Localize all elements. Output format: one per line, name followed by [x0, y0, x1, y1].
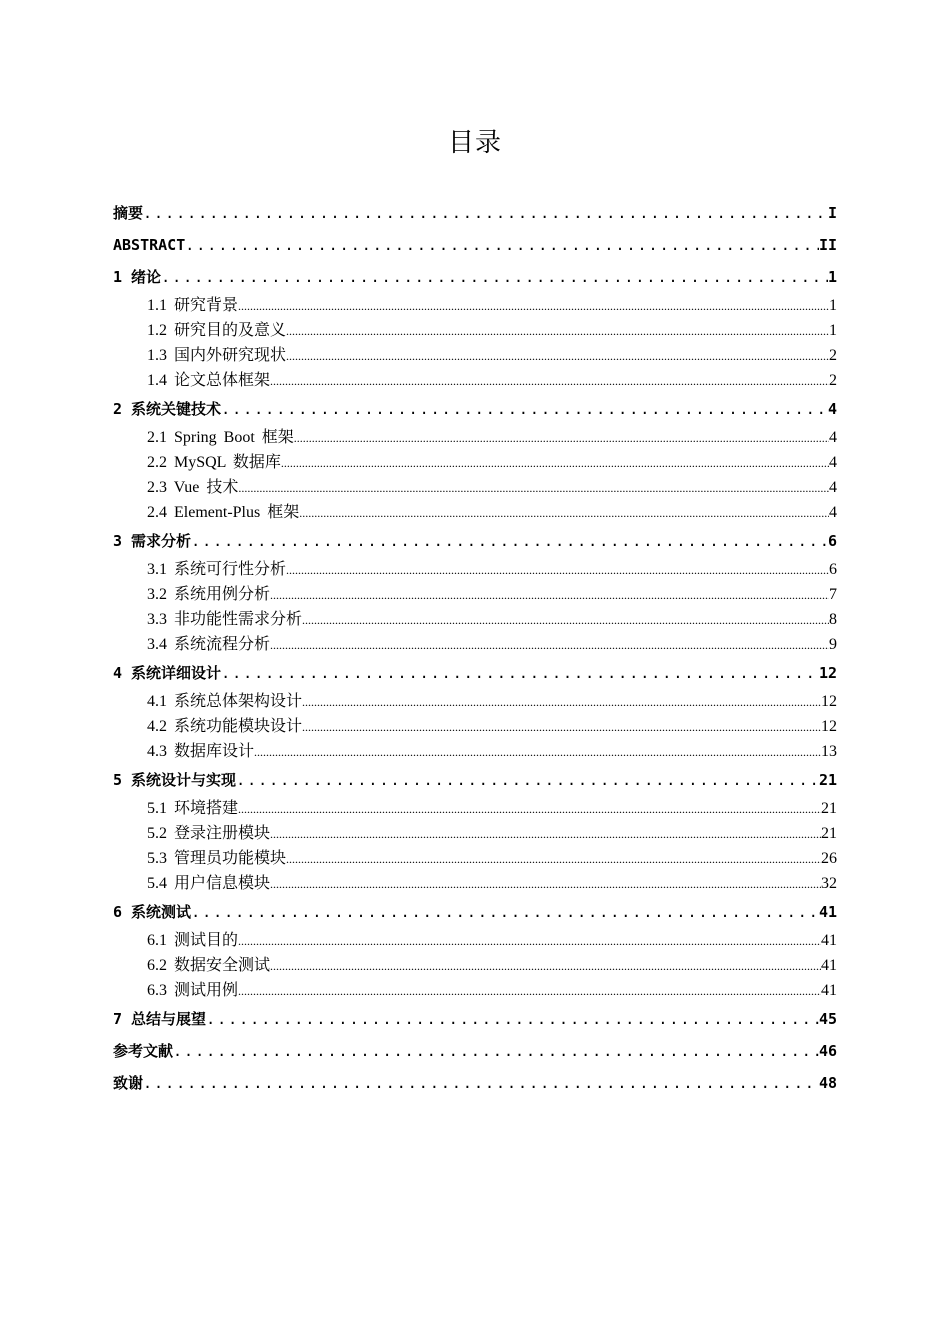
- toc-entry-label: 参考文献: [113, 1042, 174, 1060]
- toc-page-number: 21: [818, 771, 837, 789]
- toc-page-number: 26: [821, 850, 837, 867]
- toc-section-entry[interactable]: [113, 293, 837, 318]
- toc-entry-label: 2.4 Element-Plus 框架: [147, 504, 300, 521]
- toc-entry-label: 3 需求分析: [113, 532, 192, 550]
- toc-entry-label: 5 系统设计与实现: [113, 771, 237, 789]
- toc-page-number: 4: [829, 479, 837, 496]
- toc-section-entry[interactable]: [113, 689, 837, 714]
- toc-leader-dots: [238, 929, 821, 954]
- toc-entry-label: 1 绪论: [113, 268, 162, 286]
- toc-leader-dots: [281, 451, 829, 476]
- toc-section-entry[interactable]: [113, 846, 837, 871]
- toc-entry-label: 1.4 论文总体框架: [147, 372, 271, 389]
- toc-leader-dots: [270, 633, 829, 658]
- toc-chapter-entry[interactable]: [113, 197, 837, 229]
- toc-section-entry[interactable]: [113, 978, 837, 1003]
- toc-page-number: 12: [821, 693, 837, 710]
- toc-leader-dots: [238, 294, 829, 319]
- toc-section-entry[interactable]: [113, 821, 837, 846]
- toc-section-entry[interactable]: [113, 368, 837, 393]
- toc-entry-label: 6.3 测试用例: [147, 982, 239, 999]
- toc-leader-dots: [238, 979, 821, 1004]
- toc-leader-dots: [302, 715, 821, 740]
- toc-leader-dots: [191, 525, 828, 557]
- toc-page-number: 46: [818, 1042, 837, 1060]
- toc-chapter-entry[interactable]: [113, 896, 837, 928]
- toc-page-number: II: [818, 236, 837, 254]
- toc-section-entry[interactable]: [113, 475, 837, 500]
- toc-page-number: 1: [827, 268, 837, 286]
- toc-leader-dots: [286, 319, 829, 344]
- toc-leader-dots: [143, 197, 828, 229]
- toc-entry-label: 5.4 用户信息模块: [147, 875, 271, 892]
- toc-entry-label: 4.2 系统功能模块设计: [147, 718, 303, 735]
- toc-section-entry[interactable]: [113, 450, 837, 475]
- toc-section-entry[interactable]: [113, 500, 837, 525]
- toc-leader-dots: [238, 797, 821, 822]
- toc-section-entry[interactable]: [113, 607, 837, 632]
- toc-entry-label: 致谢: [113, 1074, 144, 1092]
- toc-section-entry[interactable]: [113, 425, 837, 450]
- toc-leader-dots: [270, 954, 821, 979]
- toc-chapter-entry[interactable]: [113, 1003, 837, 1035]
- toc-leader-dots: [270, 872, 821, 897]
- toc-leader-dots: [191, 896, 819, 928]
- toc-chapter-entry[interactable]: [113, 393, 837, 425]
- toc-leader-dots: [254, 740, 821, 765]
- toc-page-number: 32: [821, 875, 837, 892]
- toc-page-number: 4: [827, 400, 837, 418]
- toc-leader-dots: [294, 426, 829, 451]
- toc-entry-label: 4.1 系统总体架构设计: [147, 693, 303, 710]
- toc-entry-label: 5.1 环境搭建: [147, 800, 239, 817]
- toc-page-number: 7: [829, 586, 837, 603]
- toc-section-entry[interactable]: [113, 318, 837, 343]
- toc-page-number: 1: [829, 322, 837, 339]
- toc-page-number: 41: [821, 932, 837, 949]
- toc-chapter-entry[interactable]: [113, 1067, 837, 1099]
- toc-page-number: 4: [829, 429, 837, 446]
- toc-page-number: 12: [821, 718, 837, 735]
- toc-leader-dots: [238, 476, 829, 501]
- toc-section-entry[interactable]: [113, 953, 837, 978]
- toc-section-entry[interactable]: [113, 796, 837, 821]
- toc-chapter-entry[interactable]: [113, 1035, 837, 1067]
- toc-entry-label: 6.1 测试目的: [147, 932, 239, 949]
- toc-entry-label: 1.3 国内外研究现状: [147, 347, 287, 364]
- toc-entry-label: 摘要: [113, 204, 144, 222]
- toc-leader-dots: [270, 369, 829, 394]
- toc-page-number: 6: [827, 532, 837, 550]
- toc-page-number: 9: [829, 636, 837, 653]
- toc-page-number: 1: [829, 297, 837, 314]
- toc-leader-dots: [185, 229, 819, 261]
- toc-entry-label: 1.1 研究背景: [147, 297, 239, 314]
- toc-entry-label: 3.1 系统可行性分析: [147, 561, 287, 578]
- toc-leader-dots: [161, 261, 828, 293]
- toc-chapter-entry[interactable]: [113, 229, 837, 261]
- toc-leader-dots: [286, 847, 821, 872]
- toc-entry-label: 6.2 数据安全测试: [147, 957, 271, 974]
- toc-leader-dots: [270, 822, 821, 847]
- toc-leader-dots: [236, 764, 819, 796]
- toc-page-number: 2: [829, 372, 837, 389]
- toc-entry-label: 3.3 非功能性需求分析: [147, 611, 303, 628]
- toc-entry-label: 5.2 登录注册模块: [147, 825, 271, 842]
- toc-page-number: 41: [821, 982, 837, 999]
- toc-entry-label: 2.1 Spring Boot 框架: [147, 429, 294, 446]
- toc-page-number: 45: [818, 1010, 837, 1028]
- toc-leader-dots: [286, 344, 829, 369]
- toc-page-number: 41: [818, 903, 837, 921]
- toc-section-entry[interactable]: [113, 714, 837, 739]
- toc-entry-label: 4 系统详细设计: [113, 664, 222, 682]
- toc-section-entry[interactable]: [113, 582, 837, 607]
- toc-section-entry[interactable]: [113, 632, 837, 657]
- toc-entry-label: 2.2 MySQL 数据库: [147, 454, 281, 471]
- toc-entry-label: 3.4 系统流程分析: [147, 636, 271, 653]
- toc-leader-dots: [302, 690, 821, 715]
- toc-page-number: 21: [821, 800, 837, 817]
- toc-entry-label: 5.3 管理员功能模块: [147, 850, 287, 867]
- toc-leader-dots: [143, 1067, 819, 1099]
- toc-leader-dots: [299, 501, 829, 526]
- toc-page-number: 6: [829, 561, 837, 578]
- toc-entry-label: 3.2 系统用例分析: [147, 586, 271, 603]
- toc-entry-label: 2 系统关键技术: [113, 400, 222, 418]
- toc-leader-dots: [221, 657, 819, 689]
- toc-page-number: I: [827, 204, 837, 222]
- toc-page-number: 2: [829, 347, 837, 364]
- toc-entry-label: 1.2 研究目的及意义: [147, 322, 287, 339]
- toc-page-number: 4: [829, 504, 837, 521]
- toc-page-number: 41: [821, 957, 837, 974]
- toc-leader-dots: [270, 583, 829, 608]
- toc-entry-label: 6 系统测试: [113, 903, 192, 921]
- toc-chapter-entry[interactable]: [113, 657, 837, 689]
- toc-chapter-entry[interactable]: [113, 525, 837, 557]
- toc-chapter-entry[interactable]: [113, 764, 837, 796]
- toc-section-entry[interactable]: [113, 871, 837, 896]
- toc-leader-dots: [173, 1035, 819, 1067]
- toc-leader-dots: [302, 608, 829, 633]
- toc-leader-dots: [286, 558, 829, 583]
- toc-entry-label: ABSTRACT: [113, 236, 186, 254]
- toc-section-entry[interactable]: [113, 343, 837, 368]
- toc-leader-dots: [221, 393, 828, 425]
- toc-entry-label: 4.3 数据库设计: [147, 743, 255, 760]
- toc-leader-dots: [206, 1003, 819, 1035]
- toc-page-number: 48: [818, 1074, 837, 1092]
- toc-entry-label: 7 总结与展望: [113, 1010, 207, 1028]
- toc-page-number: 12: [818, 664, 837, 682]
- toc-page-number: 13: [821, 743, 837, 760]
- toc-page-number: 4: [829, 454, 837, 471]
- toc-page-number: 8: [829, 611, 837, 628]
- toc-section-entry[interactable]: [113, 557, 837, 582]
- toc-page-number: 21: [821, 825, 837, 842]
- table-of-contents: [113, 197, 837, 1099]
- toc-entry-label: 2.3 Vue 技术: [147, 479, 239, 496]
- toc-section-entry[interactable]: [113, 928, 837, 953]
- toc-chapter-entry[interactable]: [113, 261, 837, 293]
- page-title: 目录: [447, 128, 502, 158]
- toc-section-entry[interactable]: [113, 739, 837, 764]
